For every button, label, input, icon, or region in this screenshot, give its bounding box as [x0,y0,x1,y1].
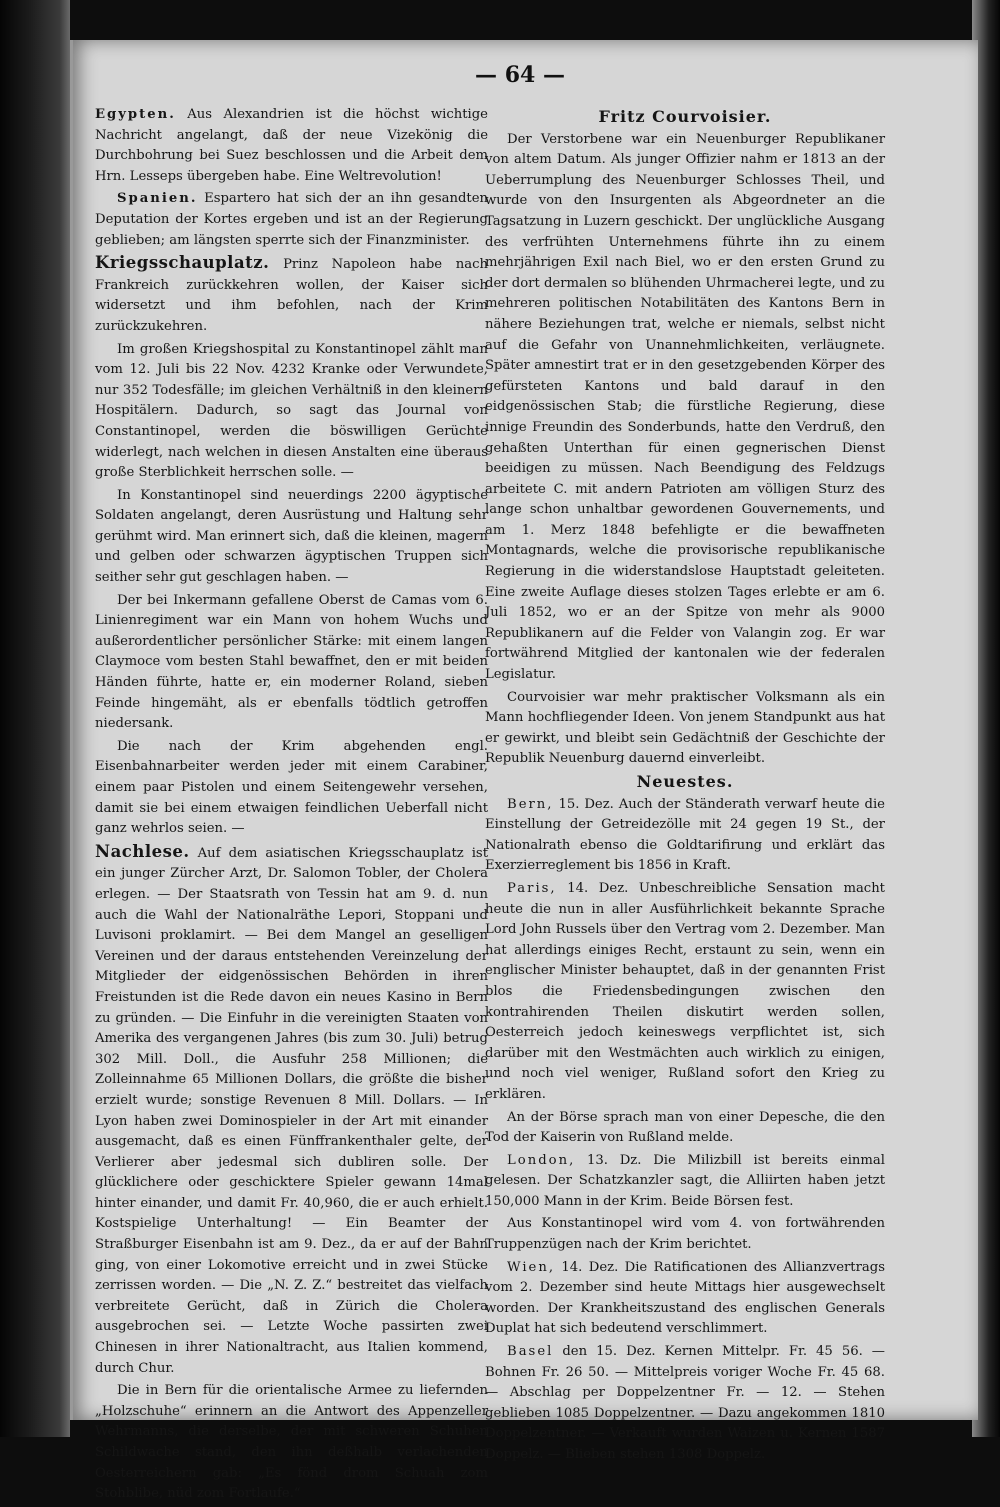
news-lead: Wien, [507,1259,556,1275]
article-paragraph: Im großen Kriegshospital zu Konstantinopel zählt man vom 12. Juli bis 22 Nov. 4232 Kranke oder Verwundete, nur 352 Todesfälle; im gleichen Verhältniß in den kleinern Hospitälern. Dadurch, so sagt das Journal von Constantinopel, werden die böswilligen Gerüchte widerlegt, nach welchen in diesen Anstalten eine überaus große Sterblichkeit herrschen solle. — [95,341,488,481]
news-lead: Bern, [507,796,554,812]
page-number: — 64 — [475,62,565,88]
left-column [95,105,488,1507]
article-text: Aus Alexandrien ist die höchst wichtige Nachricht angelangt, daß der neue Vizekönig die Durchbohrung bei Suez beschlossen und die Arbeit dem Hrn. Lesseps übergeben habe. Eine Weltrevolution! [95,107,488,184]
news-london [485,1151,885,1213]
section-lead: Nachlese. [95,841,190,861]
article-paragraph: In Konstantinopel sind neuerdings 2200 ägyptische Soldaten angelangt, deren Ausrüstung und Haltung sehr gerühmt wird. Man erinnert sich, daß die kleinen, magern und gelben oder schwarzen ägyptischen Truppen sich seither sehr gut geschlagen haben. — [95,487,488,586]
article-text: Auf dem asiatischen Kriegsschauplatz ist ein junger Zürcher Arzt, Dr. Salomon Tobler, der Cholera erlegen. — Der Staatsrath von Tessin hat am 9. d. nun auch die Wahl der Nationalräthe Lepori, Stoppani und Luvisoni proklamirt. — Bei dem Mangel an geselligen Vereinen und der daraus entstehenden Vereinzelung der Mitglieder der eidgenössischen Behörden in ihren Freistunden ist die Rede davon ein neues Kasino in Bern zu gründen. — Die Einfuhr in die vereinigten Staaten von Amerika des vergangenen Jahres (bis zum 30. Juli) betrug 302 Mill. Doll., die Ausfuhr 258 Millionen; die Zolleinnahme 65 Millionen Dollars, die größte die bisher erzielt wurde; sonstige Revenuen 8 Mill. Dollars. — In Lyon haben zwei Dominospieler in der Art mit einander ausgemacht, daß es einen Fünffrankenthaler gelte, der Verlierer aber jedesmal sich dubliren solle. Der glücklichere oder geschicktere Spieler gewann 14mal hinter einander, und damit Fr. 40,960, die er auch erhielt. Kostspielige Unterhaltung! — Ein Beamter der Straßburger Eisenbahn ist am 9. Dez., da er auf der Bahn ging, von einer Lokomotive erreicht und in zwei Stücke zerrissen worden. — Die „N. Z. Z.“ bestreitet das vielfach verbreitete Gerücht, daß in Zürich die Cholera ausgebrochen sei. — Letzte Woche passirten zwei Chinesen in ihrer Nationaltracht, aus Italien kommend, durch Chur. [95,845,488,1376]
article-egypten [95,105,488,187]
news-lead: London, [507,1152,576,1168]
article-paragraph: Die in Bern für die orientalische Armee zu liefernden „Holzschuhe“ erinnern an die Antwort des Appenzeller Wehrmanns, die derselbe, der mit schweren Schuhen Schildwache stand, den ihn deßhalb verlachenden Oesterreichern gab: „Es fönd drom Schuah zom Stohblibe, nüd zom Fortlaufe.“ [95,1383,488,1502]
article-nachlese [95,842,488,1379]
article-spanien [95,189,488,251]
news-lead: Basel [507,1344,554,1360]
news-text: 13. Dz. Die Milizbill ist bereits einmal gelesen. Der Schatzkanzler sagt, die Alliirten haben jetzt 150,000 Mann in der Krim. Beide Börsen fest. [485,1152,885,1209]
article-paragraph: Die nach der Krim abgehenden engl. Eisenbahnarbeiter werden jeder mit einem Carabiner, einem paar Pistolen und einem Seitengewehr versehen, damit sie bei einem etwaigen feindlichen Ueberfall nicht ganz wehrlos seien. — [95,738,488,837]
news-paris [485,879,885,1106]
news-wien [485,1258,885,1340]
news-bern [485,795,885,877]
article-paragraph: Der bei Inkermann gefallene Oberst de Camas vom 6. Linienregiment war ein Mann von hohem Wuchs und außerordentlicher persönlicher Stärke: mit einem langen Claymoce vom besten Stahl bewaffnet, den er mit beiden Händen führte, hatte er, ein moderner Roland, sieben Feinde hingemäht, als er ebenfalls tödtlich getroffen niedersank. [95,592,488,732]
news-text: den 15. Dez. Kernen Mittelpr. Fr. 45 56. — Bohnen Fr. 26 50. — Mittelpreis voriger Woche Fr. 45 68. — Abschlag per Doppelzentner Fr. — 12. — Stehen geblieben 1085 Doppelzentner. — Dazu angekommen 1810 Doppelzentner. — Verkauft wurden Waizen u. Kernen 1587 Doppelz. — Blieben stehen 1308 Doppelz. [485,1344,885,1462]
article-kriegsschauplatz [95,253,488,337]
article-paragraph: Der Verstorbene war ein Neuenburger Republikaner von altem Datum. Als junger Offizier nahm er 1813 an der Ueberrumplung des Neuenburger Schlosses Theil, und wurde von den Insurgenten als Abgeordneter an die Tagsatzung in Luzern geschickt. Der unglückliche Ausgang des verfrühten Unternehmens führte ihn zu einem mehrjährigen Exil nach Biel, wo er den ersten Grund zu der dort dermalen so blühenden Uhrmacherei legte, und zu mehreren politischen Notabilitäten des Kantons Bern in nähere Beziehungen trat, welche er niemals, selbst nicht auf die Gefahr von Unannehmlichkeiten, verläugnete. Später amnestirt trat er in den gesetzgebenden Körper des gefürsteten Kantons und bald darauf in den eidgenössischen Stab; die fürstliche Regierung, diese innige Freundin des Sonderbunds, hatte den Verdruß, den gehaßten Unterthan für einen gegnerischen Dienst beeidigen zu müssen. Nach Beendigung des Feldzugs arbeitete C. mit andern Patrioten am völligen Sturz des lange schon unhaltbar gewordenen Gouvernements, und am 1. Merz 1848 befehligte er die bewaffneten Montagnards, welche die provisorische republikanische Regierung in die widerstandslose Hauptstadt geleiteten. Eine zweite Auflage dieses stolzen Tages erlebte er am 6. Juli 1852, wo er an der Spitze von mehr als 9000 Republikanern auf die Felder von Valangin zog. Er war fortwährend Mitglied der kantonalen wie der federalen Legislatur. [485,131,885,683]
news-text: 15. Dez. Auch der Ständerath verwarf heute die Einstellung der Getreidezölle mit 24 gegen 19 St., der Nationalrath ebenso die Goldtarifirung und erklärt das Exerzierreglement bis 1856 in Kraft. [485,796,885,874]
article-paragraph: Courvoisier war mehr praktischer Volksmann als ein Mann hochfliegender Ideen. Von jenem Standpunkt aus hat er gewirkt, und bleibt sein Gedächtniß der Geschichte der Republik Neuenburg dauernd einverleibt. [485,689,885,767]
news-text: 14. Dez. Unbeschreibliche Sensation macht heute die nun in aller Ausführlichkeit bekannte Sprache Lord John Russels über den Vertrag vom 2. Dezember. Man hat allerdings einiges Recht, erstaunt zu sein, wenn ein englischer Minister behauptet, daß in der genannten Frist blos die Friedensbedingungen zwischen den kontrahirenden Theilen diskutirt werden sollen, Oesterreich jedoch keineswegs verpflichtet ist, sich darüber mit den Westmächten auch wirklich zu einigen, und noch viel weniger, Rußland sofort den Krieg zu erklären. [485,880,885,1102]
article-lead: Egypten. [95,107,176,122]
article-text: Espartero hat sich der an ihn gesandten Deputation der Kortes ergeben und ist an der Regierung geblieben; am längsten sperrte sich der Finanzminister. [95,191,488,248]
news-lead: Paris, [507,880,557,896]
heading-neuestes: Neuestes. [636,772,734,791]
right-column [485,105,885,1468]
heading-fritz-courvoisier: Fritz Courvoisier. [598,107,772,126]
news-text: 14. Dez. Die Ratificationen des Allianzvertrags vom 2. Dezember sind heute Mittags hier ausgewechselt worden. Der Krankheitszustand des englischen Generals Duplat hat sich bedeutend verschlimmert. [485,1259,885,1337]
section-lead: Kriegsschauplatz. [95,253,270,273]
scan-binding-shadow [0,0,70,1437]
news-basel [485,1342,885,1466]
article-text: Prinz Napoleon habe nach Frankreich zurückkehren wollen, der Kaiser sich widersetzt und ihm befohlen, nach der Krim zurückzukehren. [95,257,488,334]
article-lead: Spanien. [117,191,198,207]
news-konstantinopel: Aus Konstantinopel wird vom 4. von fortwährenden Truppenzügen nach der Krim berichtet. [485,1216,885,1253]
news-boerse: An der Börse sprach man von einer Depesche, die den Tod der Kaiserin von Rußland melde. [485,1109,885,1146]
